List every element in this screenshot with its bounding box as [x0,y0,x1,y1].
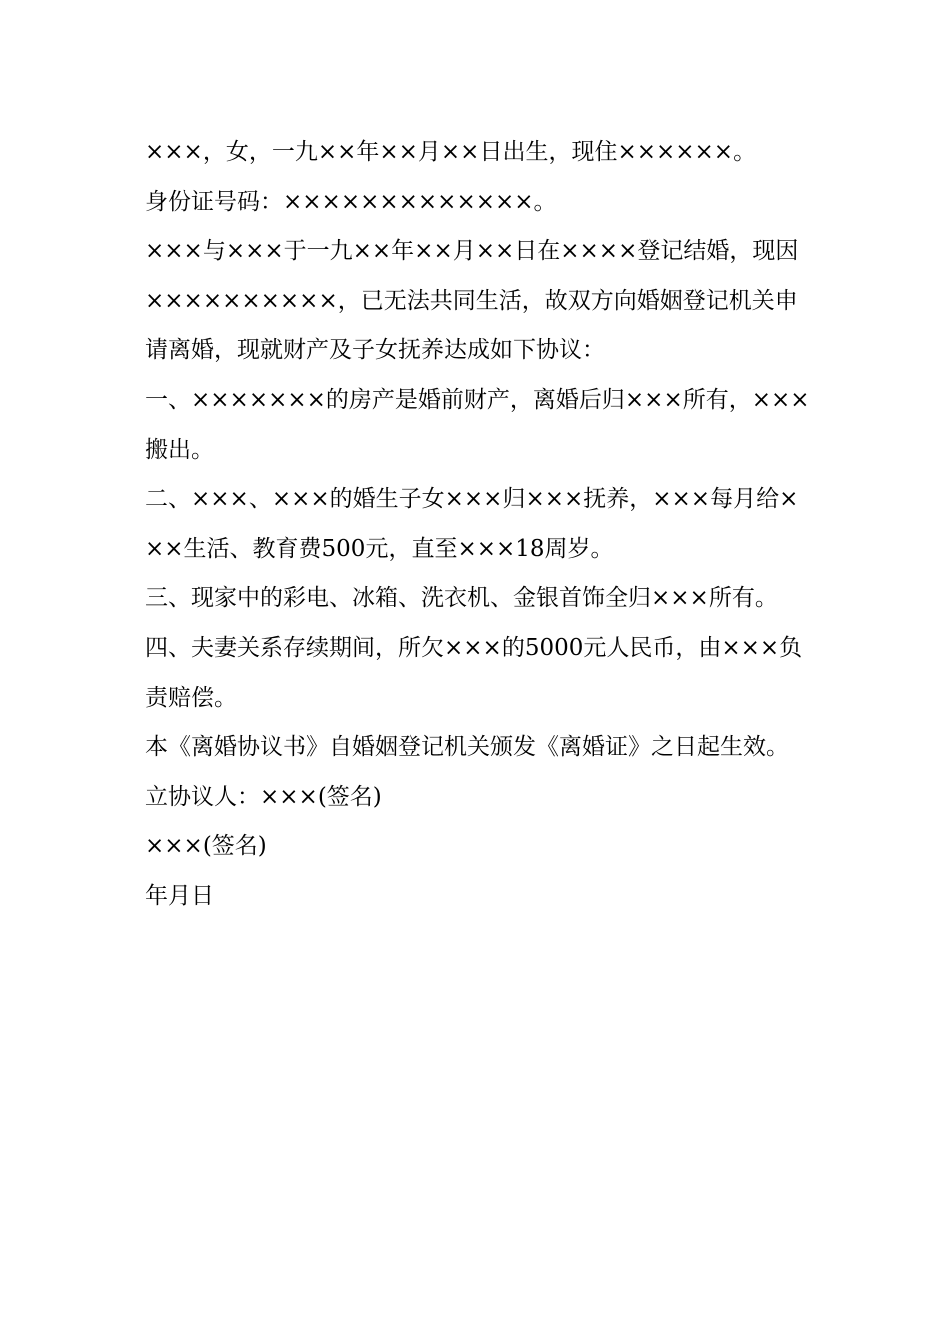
paragraph-clause-4: 四、夫妻关系存续期间，所欠×××的5000元人民币，由×××负责赔偿。 [145,634,803,711]
paragraph-person-info: ×××，女，一九××年××月××日出生，现住××××××。 [145,139,757,165]
signature-line-2: ×××(签名) [145,833,267,860]
paragraph-effective: 本《离婚协议书》自婚姻登记机关颁发《离婚证》之日起生效。 [145,734,789,761]
signature-line-1: 立协议人：×××(签名) [145,783,382,810]
paragraph-clause-1: 一、×××××××的房产是婚前财产，离婚后归×××所有，×××搬出。 [145,386,810,463]
paragraph-id-number: 身份证号码：×××××××××××××。 [145,188,557,215]
document-body [145,128,810,922]
date-line: 年月日 [145,882,214,909]
paragraph-clause-2: 二、×××、×××的婚生子女×××归×××抚养，×××每月给×××生活、教育费500元，直至×××18周岁。 [145,486,799,562]
paragraph-clause-3: 三、现家中的彩电、冰箱、洗衣机、金银首饰全归×××所有。 [145,585,778,612]
paragraph-marriage-statement: ×××与×××于一九××年××月××日在××××登记结婚，现因××××××××××，已无法共同生活，故双方向婚姻登记机关申请离婚，现就财产及子女抚养达成如下协议： [145,238,799,364]
